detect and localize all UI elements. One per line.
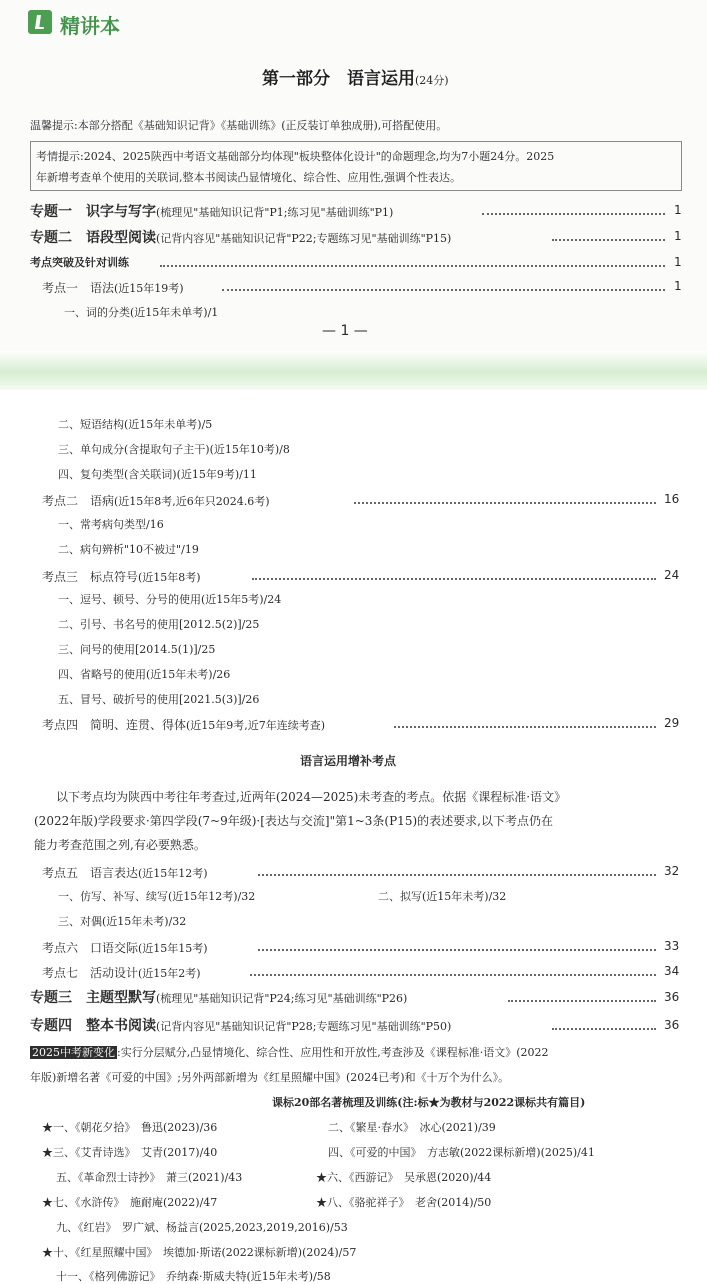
part-title-text: 第一部分 语言运用 <box>262 69 415 89</box>
toc-subitem[interactable]: 二、短语结构(近15年未单考)/5 <box>58 418 213 431</box>
toc-topic-4[interactable] <box>30 1015 451 1035</box>
toc-subitem[interactable]: 四、复句类型(含关联词)(近15年9考)/11 <box>58 468 257 481</box>
toc-point-5-note: (近15年12考) <box>138 867 208 880</box>
toc-point-3[interactable] <box>42 566 201 585</box>
toc-topic-1[interactable] <box>30 201 393 221</box>
book-label: 精讲本 <box>60 14 120 38</box>
toc-leader <box>508 1000 656 1002</box>
supplement-para-line1: 以下考点均为陕西中考往年考查过,近两年(2024—2025)未考查的考点。依据《课程标准·语文》 <box>56 790 567 804</box>
toc-topic-2-title: 专题二 语段型阅读 <box>30 230 156 246</box>
toc-subitem[interactable]: 三、问号的使用[2014.5(1)]/25 <box>58 643 216 656</box>
toc-subitem[interactable]: 二、引号、书名号的使用[2012.5(2)]/25 <box>58 618 260 631</box>
work-item[interactable]: ★八、《骆驼祥子》 老舍(2014)/50 <box>316 1196 492 1209</box>
toc-leader <box>250 974 656 976</box>
toc-point-7-note: (近15年2考) <box>138 967 201 980</box>
toc-topic-3-title: 专题三 主题型默写 <box>30 990 156 1006</box>
toc-point-7-page: 34 <box>664 964 680 978</box>
toc-topic-3[interactable] <box>30 987 407 1007</box>
page-divider <box>0 350 707 390</box>
toc-point-5-title: 考点五 语言表达 <box>42 866 139 880</box>
toc-leader <box>552 1028 656 1030</box>
toc-point-4-title: 考点四 简明、连贯、得体 <box>42 718 187 732</box>
toc-point-4[interactable] <box>42 714 325 733</box>
toc-point-5-page: 32 <box>664 864 680 878</box>
toc-point-2-page: 16 <box>664 492 680 506</box>
toc-topic-1-page: 1 <box>674 203 682 217</box>
toc-subitem[interactable]: 四、省略号的使用(近15年未考)/26 <box>58 668 231 681</box>
toc-topic-1-title: 专题一 识字与写字 <box>30 204 156 220</box>
toc-point-4-page: 29 <box>664 716 680 730</box>
toc-point-6-note: (近15年15考) <box>138 942 208 955</box>
toc-leader <box>258 949 656 951</box>
toc-point-6[interactable] <box>42 937 208 956</box>
page-number: — 1 — <box>322 323 368 339</box>
toc-topic-3-page: 36 <box>664 990 680 1004</box>
toc-subitem[interactable]: 三、单句成分(含提取句子主干)(近15年10考)/8 <box>58 443 290 456</box>
new-change-line1 <box>30 1044 548 1060</box>
works-heading: 课标20部名著梳理及训练(注:标★为教材与2022课标共有篇目) <box>272 1096 586 1109</box>
supplement-para-line2: (2022年版)学段要求·第四学段(7~9年级)·[表达与交流]"第1~3条(P15)的表述要求,以下考点仍在 <box>34 814 553 828</box>
toc-point-6-title: 考点六 口语交际 <box>42 941 139 955</box>
toc-leader <box>160 265 665 267</box>
toc-point-2-title: 考点二 语病 <box>42 494 115 508</box>
book-badge-icon <box>28 10 52 34</box>
work-item[interactable]: 五、《革命烈士诗抄》 萧三(2021)/43 <box>56 1171 243 1184</box>
toc-leader <box>552 239 665 241</box>
toc-point-7-title: 考点七 活动设计 <box>42 966 139 980</box>
supplement-heading: 语言运用增补考点 <box>300 754 397 768</box>
part-score: (24分) <box>415 74 449 87</box>
toc-topic-4-title: 专题四 整本书阅读 <box>30 1018 156 1034</box>
toc-point-2[interactable] <box>42 490 270 509</box>
toc-point-1-page: 1 <box>674 279 682 293</box>
toc-point-2-note: (近15年8考,近6年只2024.6考) <box>114 495 270 508</box>
toc-point-7[interactable] <box>42 962 201 981</box>
work-item[interactable]: 九、《红岩》 罗广斌、杨益言(2025,2023,2019,2016)/53 <box>56 1221 348 1234</box>
toc-leader <box>258 874 656 876</box>
work-item[interactable]: ★三、《艾青诗选》 艾青(2017)/40 <box>42 1146 218 1159</box>
toc-breakthrough[interactable]: 考点突破及针对训练 <box>30 256 129 269</box>
toc-subitem[interactable]: 二、拟写(近15年未考)/32 <box>378 890 507 903</box>
toc-point-3-note: (近15年8考) <box>138 571 201 584</box>
exam-note-line2: 年新增考查单个使用的关联词,整本书阅读凸显情境化、综合性、应用性,强调个性表达。 <box>36 171 461 184</box>
work-item[interactable]: 四、《可爱的中国》 方志敏(2022课标新增)(2025)/41 <box>328 1146 595 1159</box>
toc-topic-4-note: (记背内容见"基础知识记背"P28;专题练习见"基础训练"P50) <box>156 1020 452 1033</box>
toc-leader <box>252 578 656 580</box>
supplement-para-line3: 能力考查范围之列,有必要熟悉。 <box>34 838 206 852</box>
part-title <box>262 64 449 89</box>
toc-topic-2[interactable] <box>30 227 451 247</box>
toc-topic-3-note: (梳理见"基础知识记背"P24;练习见"基础训练"P26) <box>156 992 408 1005</box>
toc-leader <box>394 726 656 728</box>
new-change-text: :实行分层赋分,凸显情境化、综合性、应用性和开放性,考查涉及《课程标准·语文》(2022 <box>117 1046 549 1059</box>
toc-point-6-page: 33 <box>664 939 680 953</box>
toc-topic-2-note: (记背内容见"基础知识记背"P22;专题练习见"基础训练"P15) <box>156 232 452 245</box>
toc-point-1[interactable] <box>42 277 184 296</box>
toc-subitem[interactable]: 一、常考病句类型/16 <box>58 518 164 531</box>
toc-breakthrough-page: 1 <box>674 255 682 269</box>
toc-leader <box>222 289 665 291</box>
new-change-line2: 年版)新增名著《可爱的中国》;另外两部新增为《红星照耀中国》(2024已考)和《十万个为什么》。 <box>30 1071 510 1084</box>
toc-topic-1-note: (梳理见"基础知识记背"P1;练习见"基础训练"P1) <box>156 206 394 219</box>
tip-text: 温馨提示:本部分搭配《基础知识记背》《基础训练》(正反装订单独成册),可搭配使用。 <box>30 119 448 132</box>
work-item[interactable]: ★七、《水浒传》 施耐庵(2022)/47 <box>42 1196 218 1209</box>
toc-subitem[interactable]: 一、仿写、补写、续写(近15年12考)/32 <box>58 890 256 903</box>
toc-point-3-title: 考点三 标点符号 <box>42 570 139 584</box>
work-item[interactable]: 十一、《格列佛游记》 乔纳森·斯威夫特(近15年未考)/58 <box>56 1270 331 1283</box>
toc-subitem[interactable]: 五、冒号、破折号的使用[2021.5(3)]/26 <box>58 693 260 706</box>
toc-point-5[interactable] <box>42 862 208 881</box>
toc-point-1-title: 考点一 语法 <box>42 281 115 295</box>
toc-point-4-note: (近15年9考,近7年连续考查) <box>186 719 326 732</box>
toc-subitem[interactable]: 二、病句辨析"10不被过"/19 <box>58 543 199 556</box>
toc-subitem[interactable]: 三、对偶(近15年未考)/32 <box>58 915 187 928</box>
exam-note-line1: 考情提示:2024、2025陕西中考语文基础部分均体现"板块整体化设计"的命题理念,均为7小题24分。2025 <box>36 150 555 163</box>
work-item[interactable]: ★十、《红星照耀中国》 埃德加·斯诺(2022课标新增)(2024)/57 <box>42 1246 357 1259</box>
work-item[interactable]: ★六、《西游记》 吴承恩(2020)/44 <box>316 1171 492 1184</box>
toc-subitem[interactable]: 一、逗号、顿号、分号的使用(近15年5考)/24 <box>58 593 282 606</box>
toc-topic-4-page: 36 <box>664 1018 680 1032</box>
toc-subitem[interactable]: 一、词的分类(近15年未单考)/1 <box>64 306 219 319</box>
toc-topic-2-page: 1 <box>674 229 682 243</box>
toc-point-1-note: (近15年19考) <box>114 282 184 295</box>
new-change-tag: 2025中考新变化 <box>32 1046 115 1059</box>
work-item[interactable]: ★一、《朝花夕拾》 鲁迅(2023)/36 <box>42 1121 218 1134</box>
toc-leader <box>482 213 665 215</box>
toc-leader <box>354 502 656 504</box>
work-item[interactable]: 二、《繁星·春水》 冰心(2021)/39 <box>328 1121 496 1134</box>
toc-point-3-page: 24 <box>664 568 680 582</box>
